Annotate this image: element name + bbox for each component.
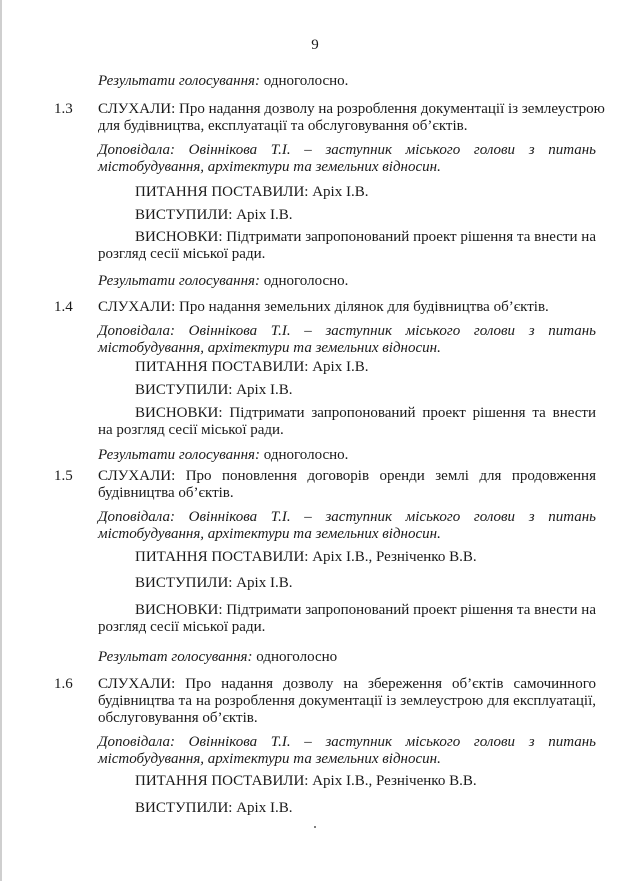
conclusions-line: ВИСНОВКИ: Підтримати запропонований проект рішення та внести на xyxy=(135,602,596,618)
speakers-line: ВИСТУПИЛИ: Аріх І.В. xyxy=(135,575,293,591)
vote-result: Результати голосування: одноголосно. xyxy=(98,73,349,89)
speakers-line: ВИСТУПИЛИ: Аріх І.В. xyxy=(135,382,293,398)
heard-line: для будівництва, експлуатації та обслуговування об’єктів. xyxy=(98,118,468,134)
vote-result: Результати голосування: одноголосно. xyxy=(98,273,349,289)
heard-line: будівництва об’єктів. xyxy=(98,485,234,501)
heard-line: обслуговування об’єктів. xyxy=(98,710,258,726)
reporter-line: містобудування, архітектури та земельних відносин. xyxy=(98,526,441,542)
heard-line: СЛУХАЛИ: Про поновлення договорів оренди землі для продовження xyxy=(98,468,596,484)
heard-line: СЛУХАЛИ: Про надання земельних ділянок для будівництва об’єктів. xyxy=(98,299,549,315)
page-number: 9 xyxy=(311,37,319,53)
heard-line: будівництва та на розроблення документації із землеустрою для експлуатації, xyxy=(98,693,596,709)
vote-result: Результати голосування: одноголосно. xyxy=(98,447,349,463)
reporter-line: Доповідала: Овіннікова Т.І. – заступник міського голови з питань xyxy=(98,323,596,339)
reporter-line: містобудування, архітектури та земельних відносин. xyxy=(98,159,441,175)
reporter-line: Доповідала: Овіннікова Т.І. – заступник міського голови з питань xyxy=(98,734,596,750)
speakers-line: ВИСТУПИЛИ: Аріх І.В. xyxy=(135,207,293,223)
reporter-line: Доповідала: Овіннікова Т.І. – заступник міського голови з питань xyxy=(98,142,596,158)
item-number: 1.3 xyxy=(54,101,73,117)
reporter-line: Доповідала: Овіннікова Т.І. – заступник міського голови з питань xyxy=(98,509,596,525)
heard-line: СЛУХАЛИ: Про надання дозволу на збереження об’єктів самочинного xyxy=(98,676,596,692)
questions-line: ПИТАННЯ ПОСТАВИЛИ: Аріх І.В., Резніченко В.В. xyxy=(135,549,477,565)
questions-line: ПИТАННЯ ПОСТАВИЛИ: Аріх І.В., Резніченко В.В. xyxy=(135,773,477,789)
conclusions-line: ВИСНОВКИ: Підтримати запропонований проект рішення та внести на xyxy=(135,229,596,245)
item-number: 1.4 xyxy=(54,299,73,315)
item-number: 1.5 xyxy=(54,468,73,484)
scan-speck xyxy=(314,826,316,828)
questions-line: ПИТАННЯ ПОСТАВИЛИ: Аріх І.В. xyxy=(135,184,369,200)
reporter-line: містобудування, архітектури та земельних відносин. xyxy=(98,751,441,767)
speakers-line: ВИСТУПИЛИ: Аріх І.В. xyxy=(135,800,293,816)
conclusions-line: ВИСНОВКИ: Підтримати запропонований проект рішення та внести xyxy=(135,405,596,421)
conclusions-line: розгляд сесії міської ради. xyxy=(98,246,266,262)
conclusions-line: на розгляд сесії міської ради. xyxy=(98,422,284,438)
reporter-line: містобудування, архітектури та земельних відносин. xyxy=(98,340,441,356)
heard-line: СЛУХАЛИ: Про надання дозволу на розроблення документації із землеустрою xyxy=(98,101,605,117)
item-number: 1.6 xyxy=(54,676,73,692)
conclusions-line: розгляд сесії міської ради. xyxy=(98,619,266,635)
vote-result: Результат голосування: одноголосно xyxy=(98,649,338,665)
questions-line: ПИТАННЯ ПОСТАВИЛИ: Аріх І.В. xyxy=(135,359,369,375)
